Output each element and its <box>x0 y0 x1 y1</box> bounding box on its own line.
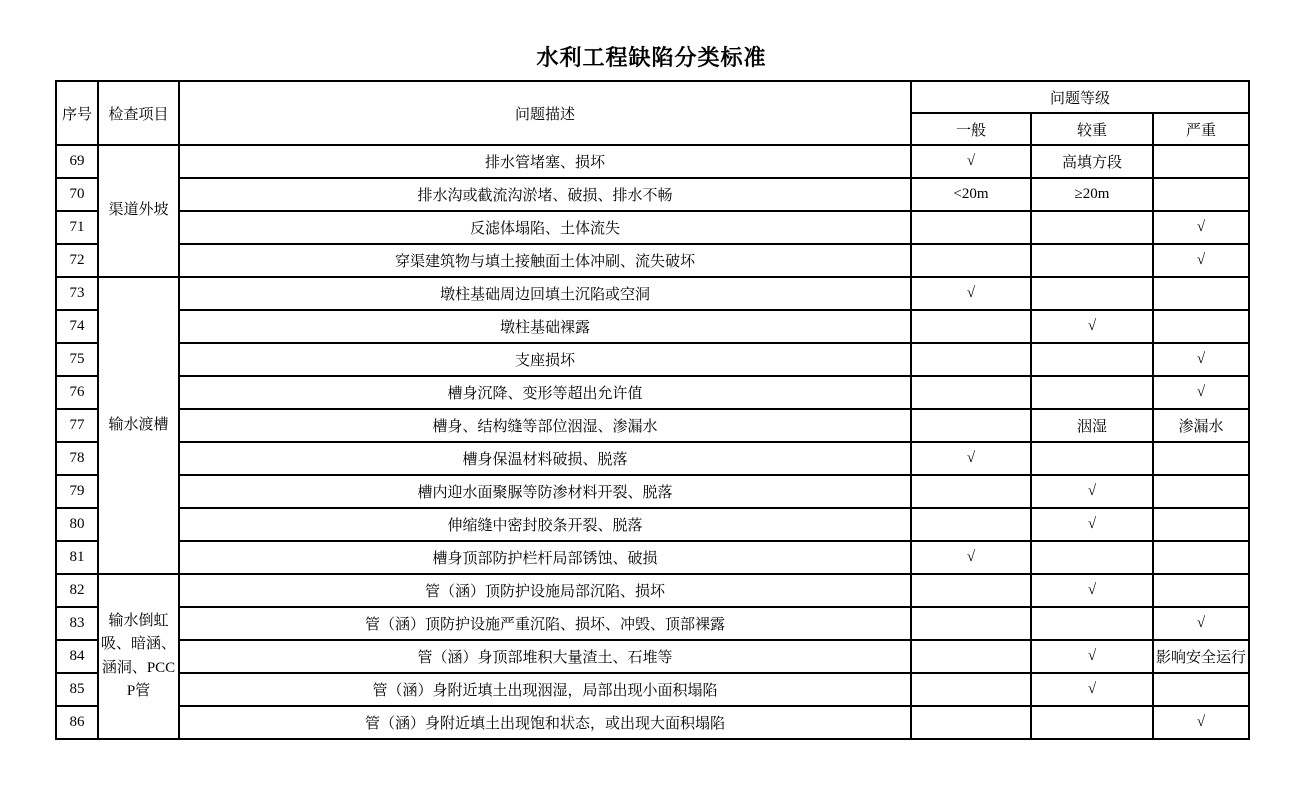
grade-moderate-cell <box>1031 277 1153 310</box>
table-row <box>56 541 1249 574</box>
table-row <box>56 409 1249 442</box>
table-row <box>56 640 1249 673</box>
page-title: 水利工程缺陷分类标准 <box>536 45 767 70</box>
grade-severe-cell: √ <box>1153 376 1249 409</box>
row-index-cell: 80 <box>56 508 98 541</box>
table-row <box>56 310 1249 343</box>
grade-moderate-cell: √ <box>1031 673 1153 706</box>
description-cell: 穿渠建筑物与填土接触面土体冲刷、流失破坏 <box>179 244 911 277</box>
description-cell: 管（涵）身顶部堆积大量渣土、石堆等 <box>179 640 911 673</box>
grade-general-cell: √ <box>911 541 1031 574</box>
grade-severe-cell <box>1153 442 1249 475</box>
row-index-cell: 76 <box>56 376 98 409</box>
description-cell: 槽身、结构缝等部位洇湿、渗漏水 <box>179 409 911 442</box>
grade-moderate-cell: ≥20m <box>1031 178 1153 211</box>
table-row <box>56 706 1249 739</box>
table-row <box>56 574 1249 607</box>
row-index-cell: 81 <box>56 541 98 574</box>
description-cell: 墩柱基础周边回填土沉陷或空洞 <box>179 277 911 310</box>
description-cell: 管（涵）顶防护设施局部沉陷、损坏 <box>179 574 911 607</box>
grade-general-cell: <20m <box>911 178 1031 211</box>
table-row <box>56 475 1249 508</box>
grade-severe-cell <box>1153 277 1249 310</box>
grade-severe-cell <box>1153 310 1249 343</box>
grade-general-cell <box>911 574 1031 607</box>
grade-severe-cell: 渗漏水 <box>1153 409 1249 442</box>
grade-moderate-cell <box>1031 706 1153 739</box>
grade-severe-cell <box>1153 508 1249 541</box>
row-index-cell: 70 <box>56 178 98 211</box>
grade-general-cell <box>911 409 1031 442</box>
col-header-category: 检查项目 <box>98 81 179 145</box>
description-cell: 管（涵）身附近填土出现饱和状态，或出现大面积塌陷 <box>179 706 911 739</box>
row-index-cell: 72 <box>56 244 98 277</box>
grade-moderate-cell <box>1031 541 1153 574</box>
table-row <box>56 442 1249 475</box>
description-cell: 反滤体塌陷、土体流失 <box>179 211 911 244</box>
row-index-cell: 82 <box>56 574 98 607</box>
row-index-cell: 86 <box>56 706 98 739</box>
table-row <box>56 277 1249 310</box>
description-cell: 槽身保温材料破损、脱落 <box>179 442 911 475</box>
grade-general-cell <box>911 640 1031 673</box>
grade-moderate-cell <box>1031 607 1153 640</box>
col-header-index: 序号 <box>56 81 98 145</box>
col-header-grade-general: 一般 <box>911 113 1031 145</box>
grade-general-cell <box>911 508 1031 541</box>
grade-severe-cell: √ <box>1153 244 1249 277</box>
grade-severe-cell <box>1153 145 1249 178</box>
grade-general-cell <box>911 673 1031 706</box>
grade-severe-cell: √ <box>1153 607 1249 640</box>
row-index-cell: 78 <box>56 442 98 475</box>
description-cell: 伸缩缝中密封胶条开裂、脱落 <box>179 508 911 541</box>
grade-moderate-cell <box>1031 442 1153 475</box>
table-row <box>56 607 1249 640</box>
row-index-cell: 84 <box>56 640 98 673</box>
grade-moderate-cell: √ <box>1031 508 1153 541</box>
col-header-grade-severe: 严重 <box>1153 113 1249 145</box>
grade-severe-cell <box>1153 178 1249 211</box>
description-cell: 排水沟或截流沟淤堵、破损、排水不畅 <box>179 178 911 211</box>
description-cell: 支座损坏 <box>179 343 911 376</box>
grade-moderate-cell: √ <box>1031 310 1153 343</box>
row-index-cell: 75 <box>56 343 98 376</box>
grade-moderate-cell: √ <box>1031 475 1153 508</box>
grade-severe-cell <box>1153 673 1249 706</box>
row-index-cell: 77 <box>56 409 98 442</box>
row-index-cell: 69 <box>56 145 98 178</box>
table-row <box>56 376 1249 409</box>
grade-severe-cell: √ <box>1153 343 1249 376</box>
row-index-cell: 73 <box>56 277 98 310</box>
grade-general-cell: √ <box>911 442 1031 475</box>
grade-general-cell <box>911 607 1031 640</box>
table-row <box>56 343 1249 376</box>
grade-moderate-cell: 洇湿 <box>1031 409 1153 442</box>
table-row <box>56 211 1249 244</box>
grade-severe-cell: √ <box>1153 706 1249 739</box>
grade-severe-cell: √ <box>1153 211 1249 244</box>
col-header-grade-moderate: 较重 <box>1031 113 1153 145</box>
header-row-1 <box>56 81 1249 113</box>
grade-moderate-cell <box>1031 211 1153 244</box>
row-index-cell: 79 <box>56 475 98 508</box>
row-index-cell: 85 <box>56 673 98 706</box>
table-row <box>56 508 1249 541</box>
table-body <box>56 145 1249 739</box>
grade-general-cell <box>911 211 1031 244</box>
table-header <box>56 81 1249 145</box>
document-page <box>55 44 1248 740</box>
grade-general-cell <box>911 310 1031 343</box>
grade-general-cell: √ <box>911 277 1031 310</box>
row-index-cell: 71 <box>56 211 98 244</box>
grade-moderate-cell <box>1031 343 1153 376</box>
table-row <box>56 178 1249 211</box>
defect-table <box>55 80 1250 740</box>
grade-moderate-cell: √ <box>1031 640 1153 673</box>
description-cell: 管（涵）顶防护设施严重沉陷、损坏、冲毁、顶部裸露 <box>179 607 911 640</box>
description-cell: 管（涵）身附近填土出现洇湿，局部出现小面积塌陷 <box>179 673 911 706</box>
description-cell: 槽内迎水面聚脲等防渗材料开裂、脱落 <box>179 475 911 508</box>
table-row <box>56 244 1249 277</box>
grade-moderate-cell: 高填方段 <box>1031 145 1153 178</box>
category-cell: 输水渡槽 <box>98 277 179 574</box>
category-cell: 输水倒虹吸、暗涵、涵洞、PCCP管 <box>98 574 179 739</box>
row-index-cell: 74 <box>56 310 98 343</box>
grade-severe-cell: 影响安全运行 <box>1153 640 1249 673</box>
grade-moderate-cell: √ <box>1031 574 1153 607</box>
description-cell: 排水管堵塞、损坏 <box>179 145 911 178</box>
grade-general-cell <box>911 475 1031 508</box>
grade-severe-cell <box>1153 475 1249 508</box>
description-cell: 槽身沉降、变形等超出允许值 <box>179 376 911 409</box>
grade-general-cell <box>911 343 1031 376</box>
grade-moderate-cell <box>1031 244 1153 277</box>
grade-general-cell: √ <box>911 145 1031 178</box>
col-header-description: 问题描述 <box>179 81 911 145</box>
col-header-grade-group: 问题等级 <box>911 81 1249 113</box>
row-index-cell: 83 <box>56 607 98 640</box>
grade-general-cell <box>911 706 1031 739</box>
description-cell: 槽身顶部防护栏杆局部锈蚀、破损 <box>179 541 911 574</box>
grade-severe-cell <box>1153 574 1249 607</box>
table-row <box>56 145 1249 178</box>
grade-general-cell <box>911 244 1031 277</box>
table-row <box>56 673 1249 706</box>
grade-severe-cell <box>1153 541 1249 574</box>
grade-general-cell <box>911 376 1031 409</box>
description-cell: 墩柱基础裸露 <box>179 310 911 343</box>
grade-moderate-cell <box>1031 376 1153 409</box>
category-cell: 渠道外坡 <box>98 145 179 277</box>
